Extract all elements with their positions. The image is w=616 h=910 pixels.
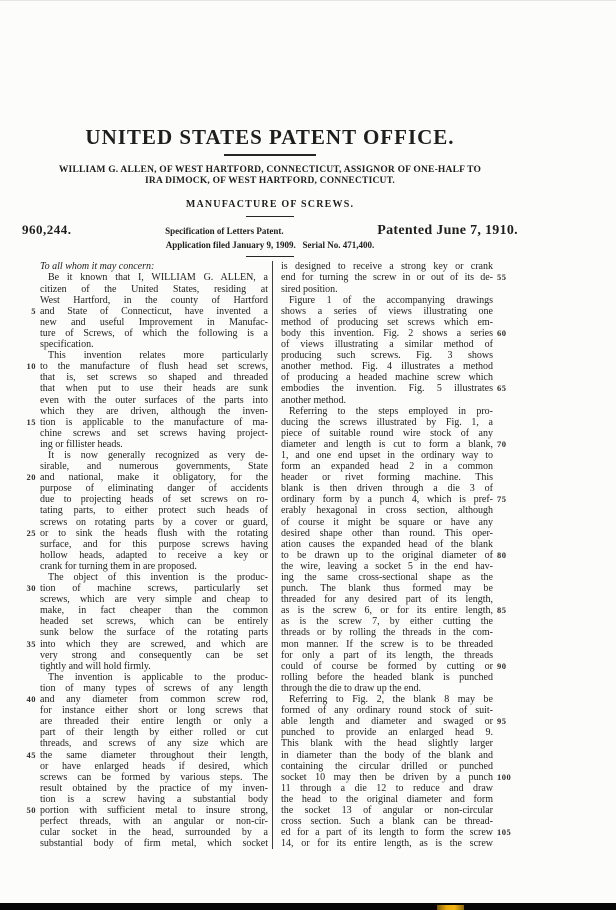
text-line: mon manner. If the screw is to be threaded bbox=[281, 638, 493, 650]
line-number bbox=[22, 661, 36, 672]
line-number bbox=[22, 517, 36, 528]
line-number bbox=[497, 450, 517, 461]
line-number bbox=[497, 672, 517, 683]
line-number bbox=[22, 395, 36, 406]
text-line: the wire, leaving a socket 5 in the end hav- bbox=[281, 560, 493, 572]
line-number bbox=[497, 705, 517, 716]
text-line: and any diameter from common screw rod, bbox=[40, 694, 268, 706]
text-line: screws can be formed by various steps. The bbox=[40, 771, 268, 783]
text-line: desired shape other than round. This oper- bbox=[281, 527, 493, 539]
specification-label: Specification of Letters Patent. bbox=[165, 226, 284, 236]
application-rule bbox=[246, 256, 294, 257]
text-line: 1, and one end upset in the ordinary way to bbox=[281, 449, 493, 461]
line-number bbox=[497, 517, 517, 528]
grantee-line-1: WILLIAM G. ALLEN, OF WEST HARTFORD, CONNECTICUT, ASSIGNOR OF ONE-HALF TO bbox=[58, 165, 482, 175]
text-line: or to sink the heads flush with the rotating bbox=[40, 527, 268, 539]
line-number bbox=[22, 816, 36, 827]
line-number bbox=[22, 439, 36, 450]
text-line: cross section. Such a blank can be thread- bbox=[281, 816, 493, 828]
line-number bbox=[497, 372, 517, 383]
patent-info-row bbox=[22, 223, 518, 238]
line-number bbox=[22, 550, 36, 561]
line-number bbox=[497, 838, 517, 849]
line-number bbox=[497, 505, 517, 516]
text-line: shows a series of views illustrating one bbox=[281, 305, 493, 317]
line-number bbox=[497, 284, 517, 295]
line-number bbox=[497, 594, 517, 605]
text-line: socket 10 may then be driven by a punch bbox=[281, 771, 493, 783]
right-line-numbers bbox=[497, 261, 517, 849]
line-number bbox=[22, 494, 36, 505]
text-line: body this invention. Fig. 2 shows a series bbox=[281, 327, 493, 339]
text-line: make, in fact cheaper than the common bbox=[40, 605, 268, 617]
text-line: or have enlarged heads if desired, which bbox=[40, 760, 268, 772]
line-number bbox=[22, 284, 36, 295]
line-number: 75 bbox=[497, 494, 507, 505]
line-number bbox=[497, 317, 517, 328]
line-number bbox=[22, 794, 36, 805]
text-line: of producing a headed machine screw which bbox=[281, 372, 493, 384]
text-line: 14, or for its entire length, as is the screw bbox=[281, 838, 493, 850]
text-line: the socket 13 of angular or non-circular bbox=[281, 804, 493, 816]
text-line: rolling before the headed blank is punched bbox=[281, 671, 493, 683]
line-number bbox=[497, 572, 517, 583]
line-number bbox=[22, 738, 36, 749]
text-line: form an expanded head 2 in a common bbox=[281, 461, 493, 473]
line-number bbox=[497, 472, 517, 483]
line-number bbox=[22, 783, 36, 794]
text-line: tion of machine screws, particularly set bbox=[40, 583, 268, 595]
text-line: could of course be formed by cutting or bbox=[281, 660, 493, 672]
text-line: tightly and will hold firmly. bbox=[40, 660, 151, 672]
line-number bbox=[497, 616, 517, 627]
line-number bbox=[22, 672, 36, 683]
text-line: the head to the original diameter and form bbox=[281, 793, 493, 805]
text-line: threads or by rolling the threads in the com- bbox=[281, 627, 493, 639]
line-number bbox=[497, 539, 517, 550]
text-line: and State of Connecticut, have invented a bbox=[40, 305, 268, 317]
text-line: threads, and screws of any size which are bbox=[40, 738, 268, 750]
line-number: 10 bbox=[26, 361, 36, 372]
line-number bbox=[22, 594, 36, 605]
text-line: blank is then driven through a die 3 of bbox=[281, 483, 493, 495]
line-number bbox=[22, 705, 36, 716]
line-number bbox=[22, 716, 36, 727]
text-line: for instance either short or long screws that bbox=[40, 705, 268, 717]
line-number bbox=[497, 750, 517, 761]
text-line: due to projecting heads of set screws on ro- bbox=[40, 494, 268, 506]
film-artifact bbox=[437, 905, 464, 910]
line-number: 20 bbox=[26, 472, 36, 483]
text-line: into which they are screwed, and which are bbox=[40, 638, 268, 650]
line-number bbox=[22, 539, 36, 550]
line-number bbox=[497, 528, 517, 539]
line-number: 50 bbox=[26, 804, 36, 815]
text-line: To all whom it may concern: bbox=[40, 261, 155, 273]
text-line: This invention relates more particularly bbox=[48, 350, 268, 362]
line-number bbox=[497, 261, 517, 272]
right-column bbox=[281, 261, 493, 849]
text-line: piece of suitable round wire stock of any bbox=[281, 427, 493, 439]
line-number: 85 bbox=[497, 605, 507, 616]
text-line: substantial body of firm metal, which socket bbox=[40, 838, 268, 850]
line-number bbox=[497, 583, 517, 594]
text-line: in diameter than the body of the blank and bbox=[281, 749, 493, 761]
text-line: sirable, and numerous governments, State bbox=[40, 461, 268, 473]
text-line: diameter and length is cut to form a blank, bbox=[281, 438, 493, 450]
left-column bbox=[40, 261, 268, 849]
text-line: screws on rotating parts by a cover or guard, bbox=[40, 516, 268, 528]
text-line: portion with sufficient metal to insure strong, bbox=[40, 804, 268, 816]
line-number bbox=[497, 561, 517, 572]
line-number bbox=[497, 639, 517, 650]
text-line: producing such screws. Fig. 3 shows bbox=[281, 350, 493, 362]
text-line: to the manufacture of flush head set screws, bbox=[40, 361, 268, 373]
page-content bbox=[22, 1, 518, 849]
text-line: purpose of eliminating danger of accidents bbox=[40, 483, 268, 495]
line-number bbox=[497, 395, 517, 406]
text-line: sunk below the surface of the rotating parts bbox=[40, 627, 268, 639]
text-line: ordinary form by a punch 4, which is pref- bbox=[281, 494, 493, 506]
text-line: end for turning the screw in or out of its de- bbox=[281, 272, 493, 284]
text-line: screws, which are very simple and cheap to bbox=[40, 594, 268, 606]
text-line: very strong and consequently can be set bbox=[40, 649, 268, 661]
line-number bbox=[22, 727, 36, 738]
invention-title: MANUFACTURE OF SCREWS. bbox=[185, 199, 355, 210]
line-number: 30 bbox=[26, 583, 36, 594]
text-line: result obtained by the practice of my inven- bbox=[40, 782, 268, 794]
line-number: 70 bbox=[497, 438, 507, 449]
line-number: 35 bbox=[26, 638, 36, 649]
grantee-line-2: IRA DIMOCK, OF WEST HARTFORD, CONNECTICUT. bbox=[145, 176, 395, 186]
text-line: is designed to receive a strong key or crank bbox=[281, 261, 493, 273]
line-number bbox=[22, 838, 36, 849]
text-line: ing the same cross-sectional shape as the bbox=[281, 572, 493, 584]
line-number bbox=[22, 616, 36, 627]
subject-rule bbox=[246, 216, 294, 217]
line-number bbox=[22, 827, 36, 838]
text-line: containing the circular drilled or punched bbox=[281, 760, 493, 772]
line-number bbox=[22, 683, 36, 694]
line-number bbox=[497, 650, 517, 661]
line-number bbox=[22, 339, 36, 350]
text-line: tion is a screw having a substantial body bbox=[40, 793, 268, 805]
text-line: that when put to use their heads are sunk bbox=[40, 383, 268, 395]
line-number bbox=[22, 428, 36, 439]
line-number: 65 bbox=[497, 383, 507, 394]
line-number bbox=[497, 783, 517, 794]
line-number bbox=[22, 627, 36, 638]
line-number bbox=[22, 461, 36, 472]
line-number bbox=[497, 350, 517, 361]
text-line: tion is applicable to the manufacture of ma- bbox=[40, 416, 268, 428]
line-number bbox=[497, 627, 517, 638]
line-number bbox=[22, 406, 36, 417]
application-line: Application filed January 9, 1909. Serial No. 471,400. bbox=[165, 240, 375, 251]
text-line: cular socket in the head, surrounded by a bbox=[40, 827, 268, 839]
line-number: 95 bbox=[497, 716, 507, 727]
text-line: punch. The blank thus formed may be bbox=[281, 583, 493, 595]
line-number bbox=[497, 361, 517, 372]
text-line: that is, set screws so shaped and threaded bbox=[40, 372, 268, 384]
text-line: threaded for any desired part of its length, bbox=[281, 594, 493, 606]
text-line: specification. bbox=[40, 339, 94, 351]
patent-number: 960,244. bbox=[22, 222, 72, 237]
line-number: 90 bbox=[497, 660, 507, 671]
line-number: 15 bbox=[26, 416, 36, 427]
line-number bbox=[497, 794, 517, 805]
line-number bbox=[497, 694, 517, 705]
line-number: 25 bbox=[26, 527, 36, 538]
line-number bbox=[22, 317, 36, 328]
line-number bbox=[497, 339, 517, 350]
line-number bbox=[22, 272, 36, 283]
text-line: chine screws and set screws having project- bbox=[40, 427, 268, 439]
text-line: and national, make it obligatory, for the bbox=[40, 472, 268, 484]
text-line: the same diameter throughout their length, bbox=[40, 749, 268, 761]
text-line: another method. Fig. 4 illustrates a method bbox=[281, 361, 493, 373]
text-line: surface, and for this purpose screws having bbox=[40, 538, 268, 550]
line-number: 55 bbox=[497, 272, 507, 283]
text-line: Be it known that I, WILLIAM G. ALLEN, a bbox=[48, 272, 268, 284]
text-line: This blank with the head slightly larger bbox=[281, 738, 493, 750]
line-number bbox=[497, 461, 517, 472]
text-line: ducing the screws illustrated by Fig. 1, a bbox=[281, 416, 493, 428]
line-number bbox=[22, 261, 36, 272]
line-number bbox=[22, 483, 36, 494]
text-line: another method. bbox=[281, 394, 346, 406]
text-line: ation causes the expanded head of the blank bbox=[281, 538, 493, 550]
line-number bbox=[22, 761, 36, 772]
line-number bbox=[22, 383, 36, 394]
text-line: headed set screws, which can be entirely bbox=[40, 616, 268, 628]
text-line: through the die to draw up the end. bbox=[281, 682, 421, 694]
text-line: part of their length by either rolled or cut bbox=[40, 727, 268, 739]
header-rule bbox=[224, 154, 316, 156]
text-line: crank for turning them in are proposed. bbox=[40, 560, 197, 572]
line-number bbox=[22, 350, 36, 361]
office-title: UNITED STATES PATENT OFFICE. bbox=[85, 125, 455, 149]
text-line: perfect threads, with an angular or non-cir- bbox=[40, 816, 268, 828]
text-line: The invention is applicable to the produc- bbox=[48, 671, 268, 683]
column-divider bbox=[272, 261, 273, 849]
text-line: of views illustrating a similar method of bbox=[281, 339, 493, 351]
line-number: 40 bbox=[26, 694, 36, 705]
text-line: ed for a part of its length to form the screw bbox=[281, 827, 493, 839]
line-number bbox=[497, 417, 517, 428]
text-line: are threaded their entire length or only a bbox=[40, 716, 268, 728]
text-line: embodies the invention. Fig. 5 illustrates bbox=[281, 383, 493, 395]
text-line: ture of Screws, of which the following is a bbox=[40, 327, 268, 339]
line-number bbox=[497, 738, 517, 749]
text-line: hollow heads, adapted to receive a key or bbox=[40, 549, 268, 561]
line-number bbox=[497, 816, 517, 827]
patent-body bbox=[22, 261, 518, 849]
text-line: of course it might be square or have any bbox=[281, 516, 493, 528]
text-line: 11 through a die 12 to reduce and draw bbox=[281, 782, 493, 794]
text-line: method of producing set screws which em- bbox=[281, 316, 493, 328]
line-number: 5 bbox=[31, 305, 36, 316]
text-line: new and useful Improvement in Manufac- bbox=[40, 316, 268, 328]
text-line: erably hexagonal in cross section, although bbox=[281, 505, 493, 517]
line-number bbox=[22, 328, 36, 339]
text-line: for only a part of its length, the threads bbox=[281, 649, 493, 661]
patented-date: Patented June 7, 1910. bbox=[377, 223, 518, 238]
line-number bbox=[497, 483, 517, 494]
line-number: 60 bbox=[497, 327, 507, 338]
text-line: punched to provide an enlarged head 9. bbox=[281, 727, 493, 739]
text-line: even with the outer surfaces of the parts into bbox=[40, 394, 268, 406]
line-number bbox=[22, 295, 36, 306]
text-line: The object of this invention is the produc- bbox=[48, 572, 268, 584]
line-number bbox=[22, 372, 36, 383]
line-number bbox=[497, 805, 517, 816]
text-line: header or rivet forming machine. This bbox=[281, 472, 493, 484]
line-number bbox=[497, 406, 517, 417]
line-number bbox=[497, 683, 517, 694]
line-number: 80 bbox=[497, 549, 507, 560]
line-number bbox=[497, 428, 517, 439]
text-line: citizen of the United States, residing at bbox=[40, 283, 268, 295]
text-line: as is the screw 7, by either cutting the bbox=[281, 616, 493, 628]
text-line: Referring to Fig. 2, the blank 8 may be bbox=[289, 694, 493, 706]
line-number bbox=[22, 572, 36, 583]
text-line: Figure 1 of the accompanying drawings bbox=[289, 294, 493, 306]
line-number: 45 bbox=[26, 749, 36, 760]
line-number bbox=[497, 306, 517, 317]
left-line-numbers bbox=[22, 261, 36, 849]
text-line: tating parts, to either protect such heads of bbox=[40, 505, 268, 517]
text-line: sired position. bbox=[281, 283, 338, 295]
line-number bbox=[22, 772, 36, 783]
text-line: It is now generally recognized as very de- bbox=[48, 449, 268, 461]
text-line: which they are driven, although the inven- bbox=[40, 405, 268, 417]
text-line: West Hartford, in the county of Hartford bbox=[40, 294, 268, 306]
text-line: formed of any ordinary round stock of suit- bbox=[281, 705, 493, 717]
line-number bbox=[497, 761, 517, 772]
line-number bbox=[22, 505, 36, 516]
text-line: as is the screw 6, or for its entire length, bbox=[281, 605, 493, 617]
line-number bbox=[22, 450, 36, 461]
line-number bbox=[22, 605, 36, 616]
text-line: to be drawn up to the original diameter of bbox=[281, 549, 493, 561]
line-number: 105 bbox=[497, 827, 512, 838]
line-number bbox=[22, 650, 36, 661]
line-number: 100 bbox=[497, 771, 512, 782]
text-line: Referring to the steps employed in pro- bbox=[289, 405, 493, 417]
text-line: able length and diameter and swaged or bbox=[281, 716, 493, 728]
text-line: tion of many types of screws of any length bbox=[40, 682, 268, 694]
grantee-block bbox=[22, 165, 518, 187]
line-number bbox=[497, 727, 517, 738]
text-line: ing or fillister heads. bbox=[40, 438, 123, 450]
line-number bbox=[22, 561, 36, 572]
line-number bbox=[497, 295, 517, 306]
